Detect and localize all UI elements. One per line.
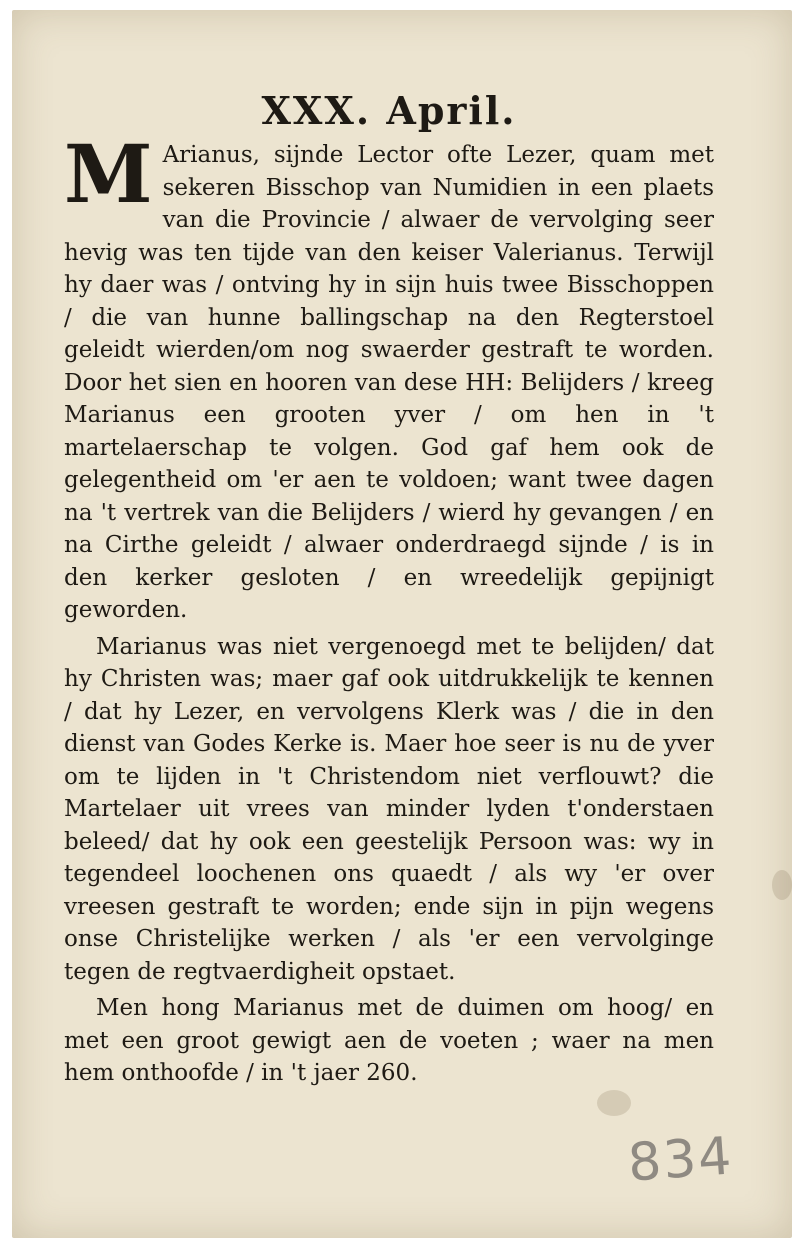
stain-spot bbox=[772, 870, 792, 900]
page-heading: XXX. April. bbox=[261, 88, 517, 133]
paragraph-2: Marianus was niet vergenoegd met te belijden/ dat hy Christen was; maer gaf ook uitdrukkelijk te kennen / dat hy Lezer, en vervolgens Klerk was / die in den dienst van Godes Kerke is. Maer hoe seer is nu de yver om te lijden in 't Christendom niet verflouwt? die Martelaer uit vrees van minder lyden t'onderstaen beleed/ dat hy ook een geestelijk Persoon was: wy in tegendeel loochenen ons quaedt / als wy 'er over vreesen gestraft te worden; ende sijn in pijn wegens onse Christelijke werken / als 'er een vervolginge tegen de regtvaerdigheit opstaet. bbox=[64, 633, 714, 985]
paragraph-1-text: Arianus, sijnde Lector ofte Lezer, quam met sekeren Bisschop van Numidien in een plaets van die Provincie / alwaer de vervolging seer hevig was ten tijde van den keiser Valerianus. Terwijl hy daer was / ontving hy in sijn huis twee Bisschoppen / die van hunne ballingschap na den Regterstoel geleidt wierden/om nog swaerder gestraft te worden. Door het sien en hooren van dese HH: Belijders / kreeg Marianus een grooten yver / om hen in 't martelaerschap te volgen. God gaf hem ook de gelegentheid om 'er aen te voldoen; want twee dagen na 't vertrek van die Belijders / wierd hy gevangen / en na Cirthe geleidt / alwaer onderdraegd sijnde / is in den kerker gesloten / en wreedelijk gepijnigt geworden. bbox=[64, 142, 714, 623]
paragraph-3: Men hong Marianus met de duimen om hoog/ en met een groot gewigt aen de voeten ; waer na men hem onthoofde / in 't jaer 260. bbox=[64, 995, 714, 1086]
printed-text-block bbox=[64, 88, 714, 1090]
stain-spot bbox=[597, 1090, 631, 1116]
handwritten-number: 834 bbox=[626, 1126, 736, 1194]
drop-cap: M bbox=[64, 127, 153, 221]
paragraph-1 bbox=[64, 127, 714, 627]
